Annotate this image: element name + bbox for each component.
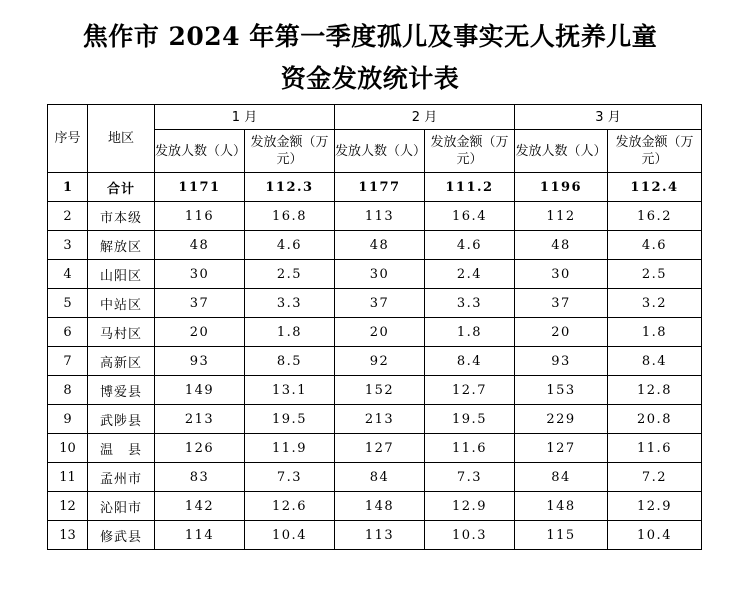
cell-m3-amount: 11.6 [608,434,702,463]
cell-m1-count: 149 [155,376,245,405]
cell-m1-count: 37 [155,289,245,318]
table-row [48,260,702,289]
table-row [48,231,702,260]
cell-m1-amount: 112.3 [245,173,335,202]
cell-m2-amount: 19.5 [425,405,515,434]
cell-seq: 10 [48,434,88,463]
table-row [48,492,702,521]
cell-m1-amount: 10.4 [245,521,335,550]
header-row-months [48,105,702,130]
cell-m2-amount: 11.6 [425,434,515,463]
cell-m1-amount: 2.5 [245,260,335,289]
cell-m2-amount: 2.4 [425,260,515,289]
cell-m3-count: 115 [515,521,608,550]
cell-seq: 11 [48,463,88,492]
cell-seq: 12 [48,492,88,521]
cell-m1-amount: 19.5 [245,405,335,434]
table-row [48,347,702,376]
cell-m3-count: 112 [515,202,608,231]
cell-m2-amount: 12.9 [425,492,515,521]
cell-region: 沁阳市 [88,492,155,521]
cell-m2-amount: 1.8 [425,318,515,347]
header-month-2: 2 月 [335,105,515,130]
table-row [48,289,702,318]
cell-m2-count: 213 [335,405,425,434]
cell-m2-count: 48 [335,231,425,260]
cell-m1-amount: 1.8 [245,318,335,347]
cell-m2-count: 113 [335,521,425,550]
cell-region: 高新区 [88,347,155,376]
document-title-line-1: 焦作市 2024 年第一季度孤儿及事实无人抚养儿童 [82,22,658,51]
cell-m3-amount: 1.8 [608,318,702,347]
cell-m3-amount: 2.5 [608,260,702,289]
cell-m1-count: 48 [155,231,245,260]
cell-m3-count: 153 [515,376,608,405]
cell-m3-count: 20 [515,318,608,347]
cell-m2-count: 84 [335,463,425,492]
cell-region: 修武县 [88,521,155,550]
cell-m1-amount: 12.6 [245,492,335,521]
cell-m3-amount: 112.4 [608,173,702,202]
cell-m3-count: 148 [515,492,608,521]
cell-m1-amount: 13.1 [245,376,335,405]
cell-m3-count: 93 [515,347,608,376]
cell-m2-amount: 10.3 [425,521,515,550]
cell-m2-count: 127 [335,434,425,463]
cell-m2-count: 37 [335,289,425,318]
table-row [48,318,702,347]
table-row [48,463,702,492]
cell-m2-amount: 3.3 [425,289,515,318]
table-row [48,521,702,550]
cell-m2-amount: 4.6 [425,231,515,260]
header-count-m3: 发放人数（人） [515,130,608,173]
cell-m1-amount: 8.5 [245,347,335,376]
cell-m1-amount: 16.8 [245,202,335,231]
cell-m3-count: 37 [515,289,608,318]
table-row [48,405,702,434]
cell-m1-count: 114 [155,521,245,550]
header-month-1: 1 月 [155,105,335,130]
cell-m1-amount: 7.3 [245,463,335,492]
cell-region: 孟州市 [88,463,155,492]
cell-m1-amount: 3.3 [245,289,335,318]
header-count-m2: 发放人数（人） [335,130,425,173]
cell-seq: 2 [48,202,88,231]
cell-m1-count: 126 [155,434,245,463]
cell-m2-amount: 7.3 [425,463,515,492]
cell-region: 合计 [88,173,155,202]
cell-m3-amount: 8.4 [608,347,702,376]
header-amount-m2: 发放金额（万元） [425,130,515,173]
cell-m1-count: 20 [155,318,245,347]
header-seq: 序号 [48,105,88,173]
cell-region: 山阳区 [88,260,155,289]
cell-m3-count: 30 [515,260,608,289]
document-title-line-2: 资金发放统计表 [280,64,460,93]
cell-seq: 5 [48,289,88,318]
cell-m3-amount: 12.8 [608,376,702,405]
cell-m3-amount: 3.2 [608,289,702,318]
statistics-table [47,104,702,550]
cell-m3-amount: 4.6 [608,231,702,260]
header-amount-m3: 发放金额（万元） [608,130,702,173]
cell-m2-amount: 16.4 [425,202,515,231]
cell-m1-amount: 4.6 [245,231,335,260]
cell-m2-count: 1177 [335,173,425,202]
header-region: 地区 [88,105,155,173]
cell-seq: 4 [48,260,88,289]
cell-seq: 3 [48,231,88,260]
cell-m1-count: 1171 [155,173,245,202]
cell-m2-count: 92 [335,347,425,376]
cell-m2-count: 30 [335,260,425,289]
cell-m1-count: 116 [155,202,245,231]
cell-m2-amount: 8.4 [425,347,515,376]
header-amount-m1: 发放金额（万元） [245,130,335,173]
table-row [48,434,702,463]
cell-m1-count: 142 [155,492,245,521]
table-row [48,376,702,405]
cell-m1-count: 83 [155,463,245,492]
table-row [48,202,702,231]
cell-m1-count: 30 [155,260,245,289]
cell-m1-amount: 11.9 [245,434,335,463]
cell-m3-count: 1196 [515,173,608,202]
header-count-m1: 发放人数（人） [155,130,245,173]
cell-m1-count: 93 [155,347,245,376]
cell-seq: 8 [48,376,88,405]
cell-seq: 9 [48,405,88,434]
cell-m1-count: 213 [155,405,245,434]
cell-m2-count: 113 [335,202,425,231]
cell-region: 马村区 [88,318,155,347]
cell-region: 博爱县 [88,376,155,405]
cell-m3-count: 84 [515,463,608,492]
cell-region: 解放区 [88,231,155,260]
cell-m2-count: 20 [335,318,425,347]
cell-region: 温 县 [88,434,155,463]
cell-m3-amount: 10.4 [608,521,702,550]
cell-region: 市本级 [88,202,155,231]
cell-m2-count: 152 [335,376,425,405]
cell-m2-amount: 12.7 [425,376,515,405]
cell-seq: 1 [48,173,88,202]
cell-m3-amount: 7.2 [608,463,702,492]
cell-seq: 13 [48,521,88,550]
cell-seq: 7 [48,347,88,376]
cell-region: 中站区 [88,289,155,318]
cell-m2-count: 148 [335,492,425,521]
header-month-3: 3 月 [515,105,702,130]
table-row-total [48,173,702,202]
cell-region: 武陟县 [88,405,155,434]
cell-m2-amount: 111.2 [425,173,515,202]
cell-m3-amount: 20.8 [608,405,702,434]
cell-m3-count: 48 [515,231,608,260]
cell-m3-amount: 16.2 [608,202,702,231]
cell-m3-amount: 12.9 [608,492,702,521]
cell-seq: 6 [48,318,88,347]
cell-m3-count: 127 [515,434,608,463]
cell-m3-count: 229 [515,405,608,434]
